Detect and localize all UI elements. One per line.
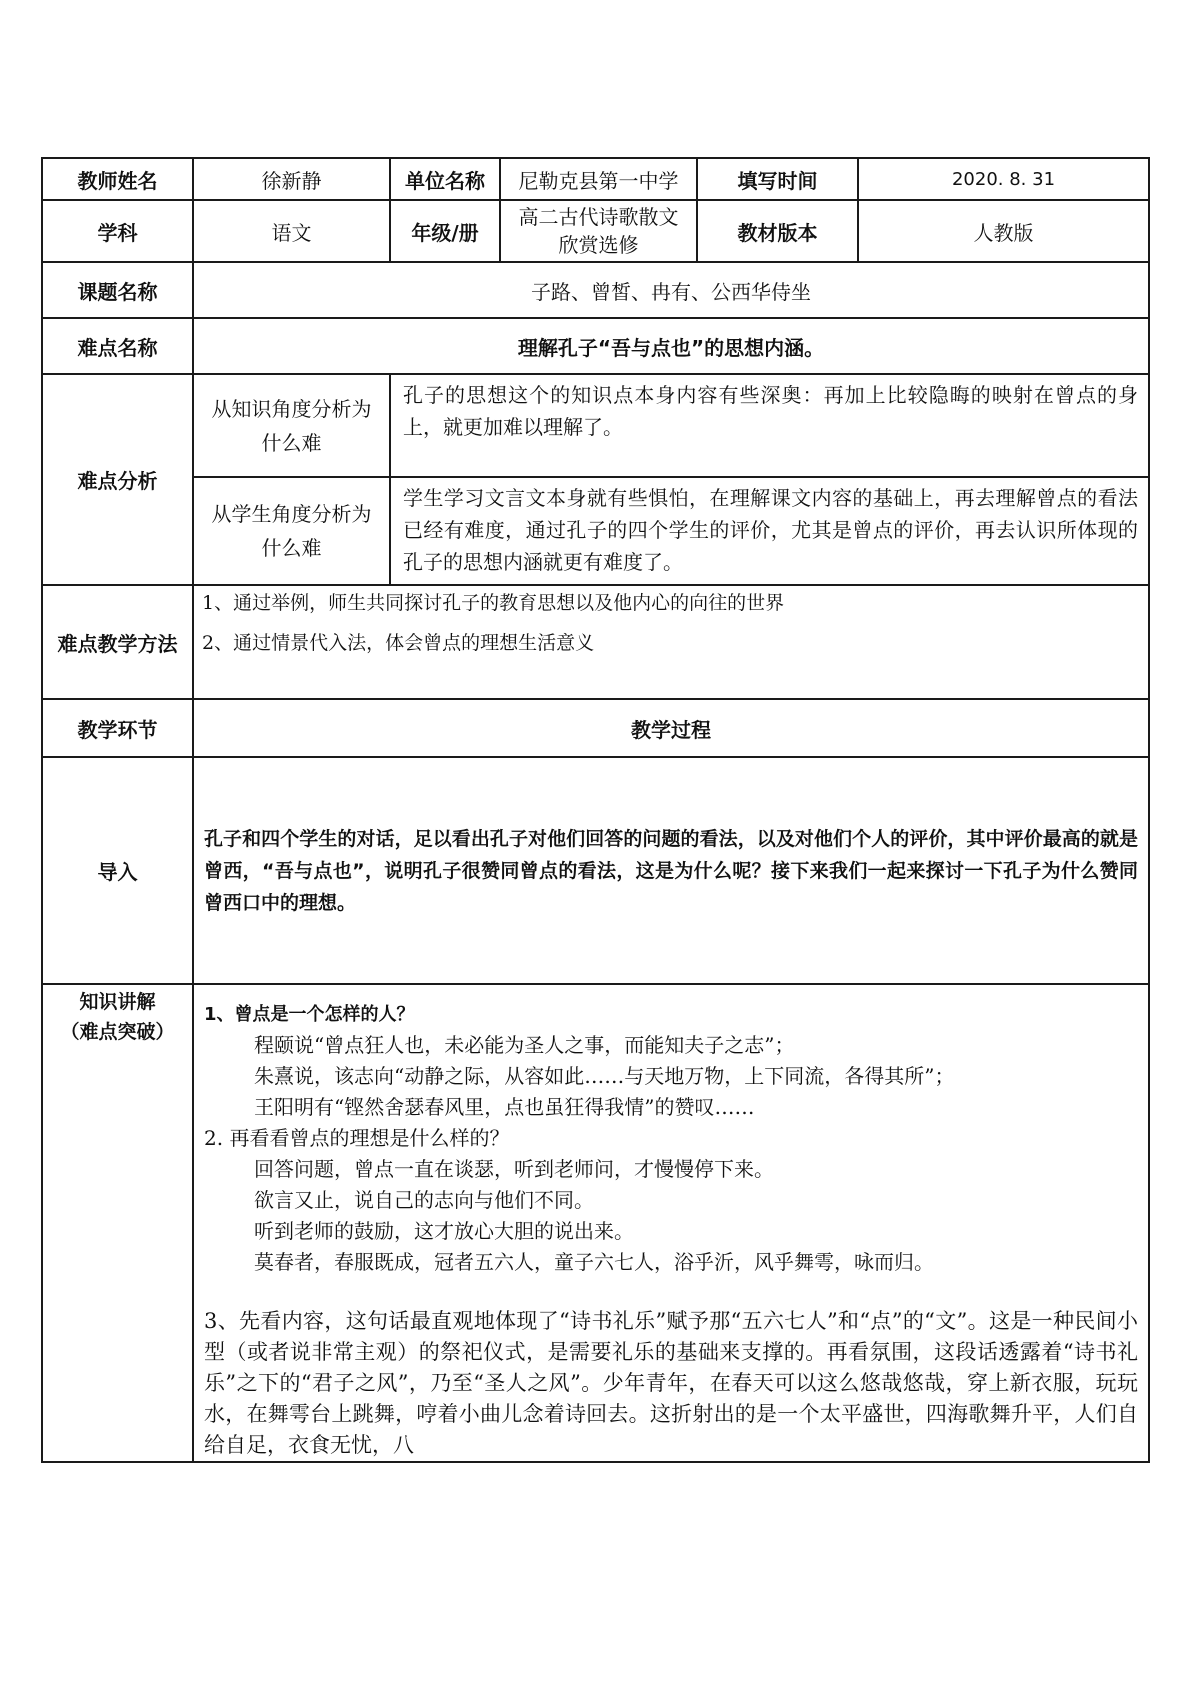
analysis-label: 难点分析 [42,374,193,585]
difficulty-row [42,318,1149,374]
analysis-knowledge-row [42,374,1149,477]
q2-line-4: 莫春者，春服既成，冠者五六人，童子六七人，浴乎沂，风乎舞雩，咏而归。 [254,1250,934,1274]
intro-text: 孔子和四个学生的对话，足以看出孔子对他们回答的问题的看法，以及对他们个人的评价，其中评价最高的就是曾西，“吾与点也”，说明孔子很赞同曾点的看法，这是为什么呢？接下来我们一起来探讨一下孔子为什么赞同曾西口中的理想。 [193,757,1149,984]
knowledge-label [42,984,193,1462]
edition-label: 教材版本 [697,200,858,262]
methods-list [193,585,1149,699]
subject-label: 学科 [42,200,193,262]
student-angle-line-1: 从学生角度分析为 [211,502,372,526]
paragraph-3: 3、先看内容，这句话最直观地体现了“诗书礼乐”赋予那“五六七人”和“点”的“文”。这是一种民间小型（或者说非常主观）的祭祀仪式，是需要礼乐的基础来支撑的。再看氛围，这段话透露着“诗书礼乐”之下的“君子之风”，乃至“圣人之风”。少年青年，在春天可以这么悠哉悠哉，穿上新衣服，玩玩水，在舞雩台上跳舞，哼着小曲儿念着诗回去。这折射出的是一个太平盛世，四海歌舞升平，人们自给自足，衣食无忧，八 [204,1309,1138,1457]
header-row-1 [42,158,1149,200]
date-value: 2020. 8. 31 [858,158,1149,200]
unit-label: 单位名称 [390,158,500,200]
knowledge-angle-line-1: 从知识角度分析为 [211,396,372,421]
knowledge-row [42,984,1149,1462]
difficulty-label: 难点名称 [42,318,193,374]
edition-value: 人教版 [858,200,1149,262]
q1-line-2: 朱熹说，该志向“动静之际，从容如此……与天地万物，上下同流，各得其所”； [254,1064,955,1088]
methods-row [42,585,1149,699]
method-item-2: 2、通过情景代入法，体会曾点的理想生活意义 [202,632,595,654]
knowledge-angle-text: 孔子的思想这个的知识点本身内容有些深奥：再加上比较隐晦的映射在曾点的身上，就更加难以理解了。 [390,374,1149,477]
process-label: 教学过程 [193,699,1149,757]
methods-label: 难点教学方法 [42,585,193,699]
student-angle-label [193,477,390,585]
topic-label: 课题名称 [42,262,193,318]
knowledge-label-line-2: （难点突破） [60,1021,175,1043]
unit-name: 尼勒克县第一中学 [500,158,697,200]
q2-line-2: 欲言又止，说自己的志向与他们不同。 [254,1188,594,1212]
grade-label: 年级/册 [390,200,500,262]
topic-value: 子路、曾皙、冉有、公西华侍坐 [193,262,1149,318]
knowledge-label-line-1: 知识讲解 [79,991,156,1013]
student-angle-line-2: 什么难 [261,536,322,560]
analysis-student-row [42,477,1149,585]
teacher-name: 徐新静 [193,158,390,200]
date-label: 填写时间 [697,158,858,200]
q1-line-1: 程颐说“曾点狂人也，未必能为圣人之事，而能知夫子之志”； [254,1033,795,1057]
lesson-plan-sheet [41,157,1148,1463]
teacher-label: 教师姓名 [42,158,193,200]
lesson-plan-table [41,157,1150,1463]
subject-value: 语文 [193,200,390,262]
grade-line-1: 高二古代诗歌散文 [518,205,679,229]
q1-line-3: 王阳明有“铿然舍瑟春风里，点也虽狂得我情”的赞叹…… [254,1095,755,1119]
process-header-row [42,699,1149,757]
paragraph-gap [204,1278,1138,1306]
grade-line-2: 欣赏选修 [558,233,639,257]
question-2: 2. 再看看曾点的理想是什么样的？ [204,1126,510,1150]
method-item-1: 1、通过举例，师生共同探讨孔子的教育思想以及他内心的向往的世界 [202,592,785,614]
q2-line-3: 听到老师的鼓励，这才放心大胆的说出来。 [254,1219,634,1243]
student-angle-text: 学生学习文言文本身就有些惧怕，在理解课文内容的基础上，再去理解曾点的看法已经有难度，通过孔子的四个学生的评价，尤其是曾点的评价，再去认识所体现的孔子的思想内涵就更有难度了。 [390,477,1149,585]
knowledge-angle-line-2: 什么难 [261,430,322,455]
question-1: 1、曾点是一个怎样的人？ [204,1004,415,1025]
difficulty-value: 理解孔子“吾与点也”的思想内涵。 [193,318,1149,374]
knowledge-content [193,984,1149,1462]
stage-label: 教学环节 [42,699,193,757]
q2-line-1: 回答问题，曾点一直在谈瑟，听到老师问，才慢慢停下来。 [254,1157,774,1181]
intro-row [42,757,1149,984]
header-row-2 [42,200,1149,262]
knowledge-angle-label [193,374,390,477]
topic-row [42,262,1149,318]
intro-label: 导入 [42,757,193,984]
grade-value [500,200,697,262]
